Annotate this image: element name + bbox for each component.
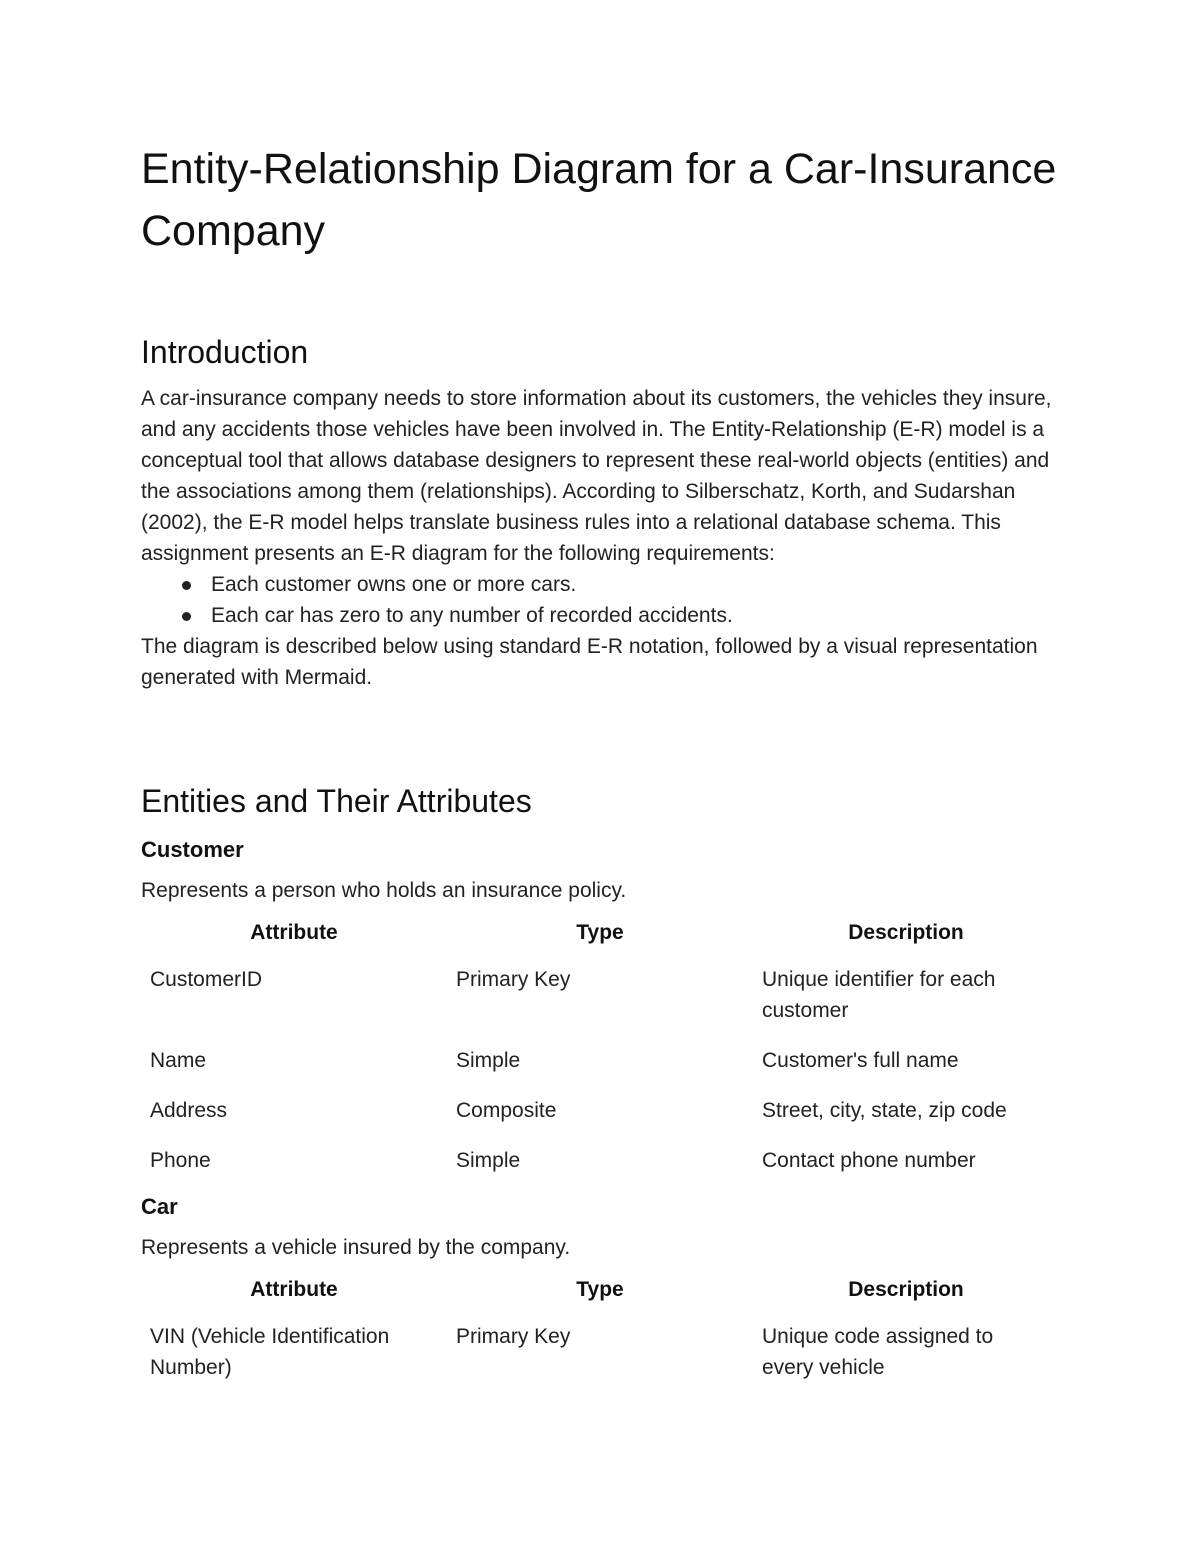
table-cell: Composite: [456, 1099, 557, 1122]
table-cell: Contact phone number: [762, 1149, 976, 1172]
requirements-list: [141, 569, 1061, 631]
column-header-attribute: Attribute: [250, 921, 338, 944]
car-entity-description: Represents a vehicle insured by the company.: [141, 1236, 571, 1259]
customer-entity-heading: Customer: [141, 837, 244, 862]
table-header-row: [141, 915, 1059, 960]
column-header-description: Description: [848, 1278, 964, 1301]
column-header-description: Description: [848, 921, 964, 944]
introduction-heading: Introduction: [141, 334, 309, 370]
table-cell: Street, city, state, zip code: [762, 1099, 1007, 1122]
list-item-text: Each car has zero to any number of recorded accidents.: [211, 604, 733, 627]
table-cell: Phone: [150, 1149, 211, 1172]
car-attributes-table: [141, 1272, 1059, 1398]
bullet-icon: [182, 612, 191, 621]
introduction-paragraph: A car-insurance company needs to store information about its customers, the vehicles they insure, and any accidents those vehicles have been involved in. The Entity-Relationship (E-R) model is a conceptual tool that allows database designers to represent these real-world objects (entities) and the associations among them (relationships). According to Silberschatz, Korth, and Sudarshan (2002), the E-R model helps translate business rules into a relational database schema. This assignment presents an E-R diagram for the following requirements:: [141, 387, 1052, 565]
customer-entity-description: Represents a person who holds an insurance policy.: [141, 879, 627, 902]
table-cell: Unique identifier for each customer: [762, 968, 996, 1022]
table-cell: CustomerID: [150, 968, 263, 991]
table-cell: Simple: [456, 1049, 521, 1072]
car-entity-heading: Car: [141, 1194, 178, 1219]
table-cell: Unique code assigned to every vehicle: [762, 1325, 994, 1379]
table-row: [141, 1091, 1059, 1141]
column-header-type: Type: [576, 1278, 624, 1301]
table-cell: Customer's full name: [762, 1049, 959, 1072]
column-header-type: Type: [576, 921, 624, 944]
table-cell: Primary Key: [456, 968, 571, 991]
table-header-row: [141, 1272, 1059, 1317]
list-item-text: Each customer owns one or more cars.: [211, 573, 577, 596]
table-row: [141, 1141, 1059, 1191]
customer-attributes-table: [141, 915, 1059, 1191]
table-cell: Simple: [456, 1149, 521, 1172]
table-row: [141, 1317, 1059, 1398]
table-cell: VIN (Vehicle Identification Number): [150, 1325, 390, 1379]
entities-heading: Entities and Their Attributes: [141, 783, 532, 819]
table-cell: Address: [150, 1099, 228, 1122]
introduction-body: [141, 383, 1061, 693]
table-cell: Name: [150, 1049, 207, 1072]
list-item: [141, 569, 1061, 600]
introduction-closing: The diagram is described below using standard E-R notation, followed by a visual representation generated with Mermaid.: [141, 635, 1038, 689]
table-cell: Primary Key: [456, 1325, 571, 1348]
bullet-icon: [182, 581, 191, 590]
document-title: Entity-Relationship Diagram for a Car-Insurance Company: [141, 145, 1057, 255]
column-header-attribute: Attribute: [250, 1278, 338, 1301]
table-row: [141, 960, 1059, 1041]
list-item: [141, 600, 1061, 631]
table-row: [141, 1041, 1059, 1091]
